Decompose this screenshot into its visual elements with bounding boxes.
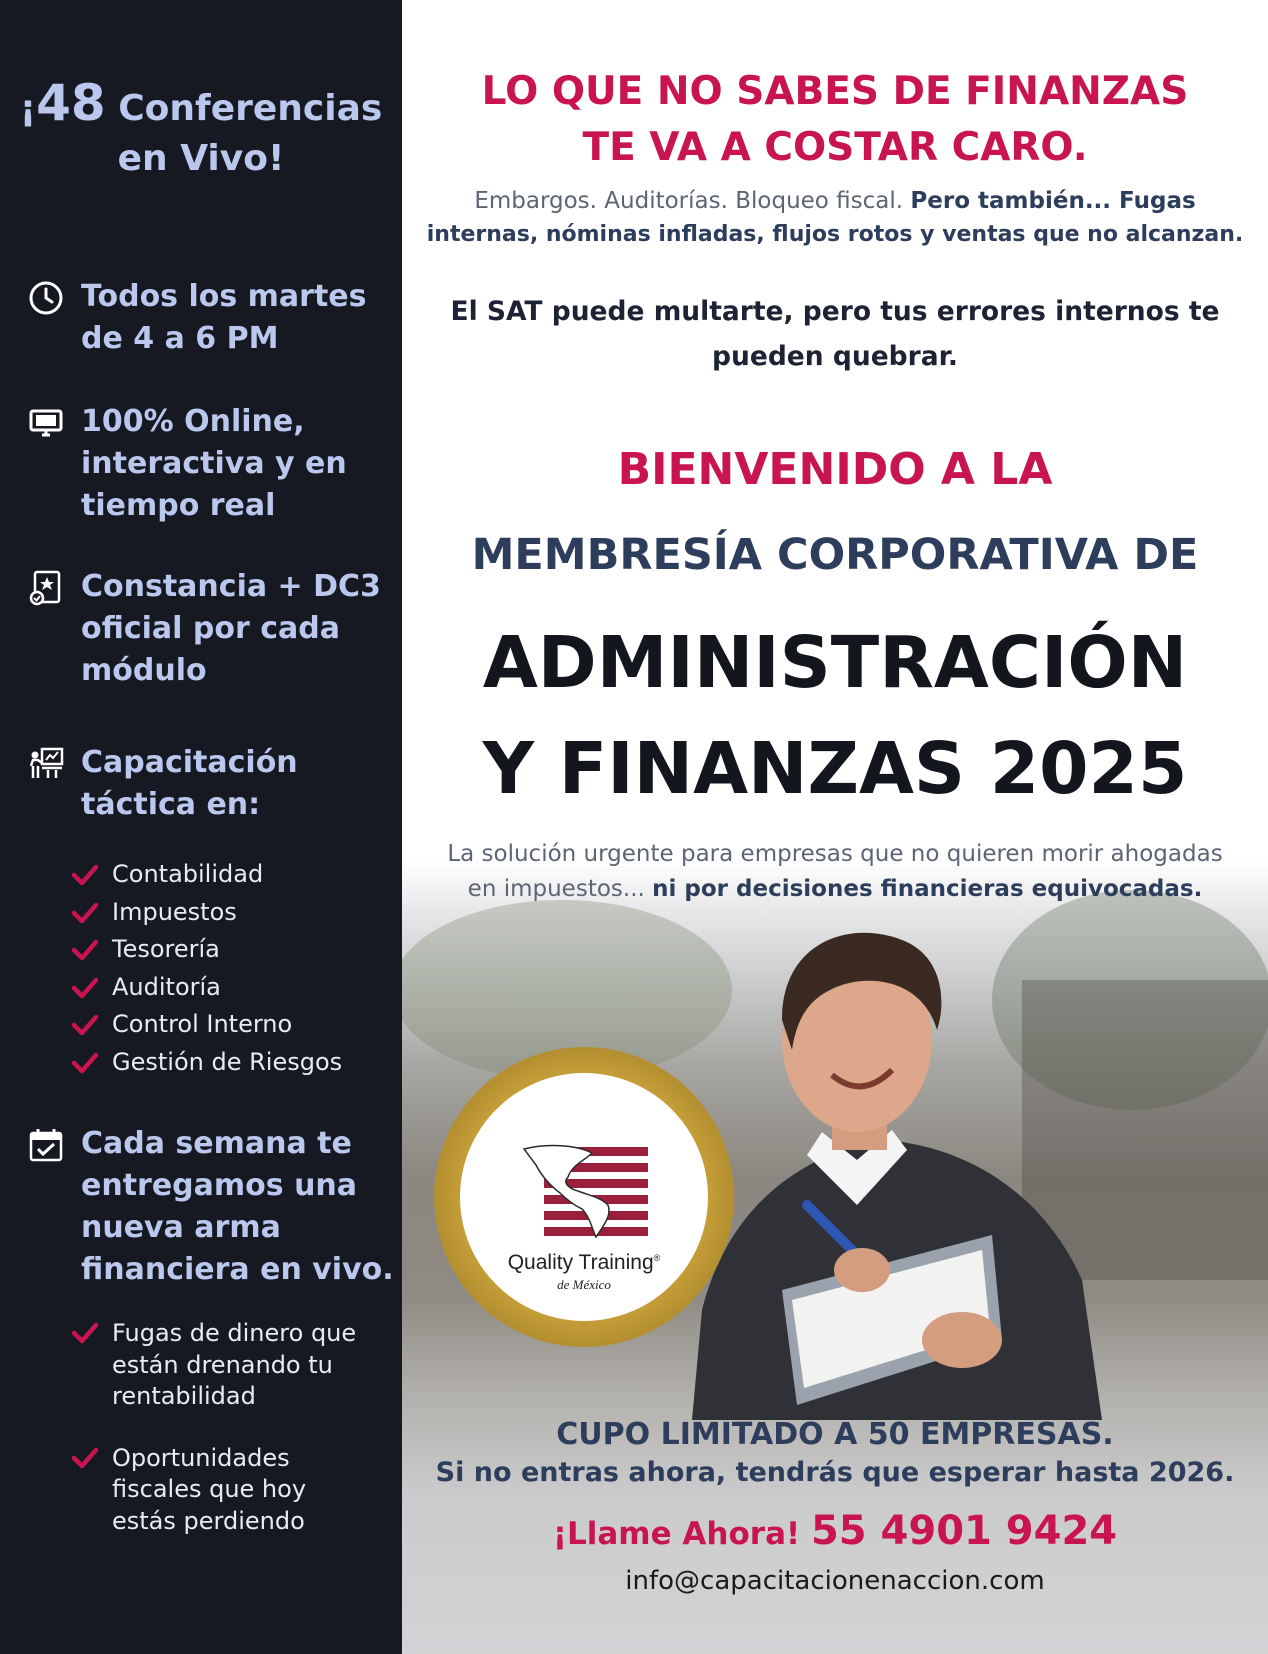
headline: LO QUE NO SABES DE FINANZAS TE VA A COSTAR CARO. bbox=[481, 69, 1189, 170]
membership-heading: MEMBRESÍA CORPORATIVA DE bbox=[471, 530, 1199, 580]
headline-subtitle: Embargos. Auditorías. Bloqueo fiscal. Pero también... Fugas internas, nóminas infladas, flujos rotos y ventas que no alcanzan. bbox=[426, 188, 1244, 247]
hero-line-2: en Vivo! bbox=[117, 138, 285, 179]
check-icon bbox=[72, 1052, 98, 1074]
benefits-list bbox=[72, 1318, 392, 1537]
check-icon bbox=[72, 1014, 98, 1036]
presentation-icon bbox=[28, 746, 64, 782]
phone-link[interactable]: 55 4901 9424 bbox=[810, 1508, 1118, 1554]
feature-schedule-text: Todos los martes de 4 a 6 PM bbox=[81, 279, 367, 356]
quality-training-logo bbox=[434, 1047, 734, 1347]
check-icon bbox=[72, 939, 98, 961]
email-link[interactable]: info@capacitacionenaccion.com bbox=[625, 1566, 1045, 1596]
list-item: Oportunidades fiscales que hoy estás perdiendo bbox=[72, 1443, 392, 1538]
logo-name: Quality Training® bbox=[507, 1251, 661, 1274]
check-icon bbox=[72, 864, 98, 886]
monitor-icon bbox=[28, 405, 64, 441]
list-item: Gestión de Riesgos bbox=[72, 1048, 392, 1086]
sat-warning: El SAT puede multarte, pero tus errores internos te pueden quebrar. bbox=[450, 296, 1220, 372]
hero-line-1: ¡48 Conferencias bbox=[19, 74, 383, 132]
certificate-icon bbox=[28, 570, 64, 606]
call-to-action: ¡Llame Ahora! 55 4901 9424 bbox=[552, 1508, 1118, 1554]
feature-certificate-text: Constancia + DC3 oficial por cada módulo bbox=[81, 569, 381, 688]
topics-list bbox=[72, 860, 392, 1085]
clock-icon bbox=[28, 280, 64, 316]
conferences-hero bbox=[0, 74, 402, 184]
check-icon bbox=[72, 902, 98, 924]
feature-weekly-text: Cada semana te entregamos una nueva arma financiera en vivo. bbox=[81, 1126, 394, 1287]
wait-warning: Si no entras ahora, tendrás que esperar hasta 2026. bbox=[435, 1457, 1235, 1488]
main-panel bbox=[402, 0, 1268, 1654]
feature-training-text: Capacitación táctica en: bbox=[81, 745, 298, 822]
logo-subtitle: de México bbox=[557, 1277, 611, 1292]
feature-online-text: 100% Online, interactiva y en tiempo real bbox=[81, 404, 347, 523]
list-item: Contabilidad bbox=[72, 860, 392, 898]
calendar-check-icon bbox=[28, 1127, 64, 1163]
hero-number: 48 bbox=[36, 74, 106, 132]
list-item: Impuestos bbox=[72, 898, 392, 936]
list-item: Control Interno bbox=[72, 1010, 392, 1048]
contact-email bbox=[402, 1563, 1268, 1602]
welcome-heading: BIENVENIDO A LA bbox=[617, 444, 1053, 495]
check-icon bbox=[72, 1322, 98, 1344]
page-title: ADMINISTRACIÓN Y FINANZAS 2025 bbox=[482, 621, 1188, 810]
check-icon bbox=[72, 977, 98, 999]
tagline: La solución urgente para empresas que no quieren morir ahogadas en impuestos... ni por decisiones financieras equivocadas. bbox=[447, 841, 1223, 902]
americas-map-icon bbox=[522, 1143, 650, 1241]
list-item: Tesorería bbox=[72, 935, 392, 973]
sidebar bbox=[0, 0, 402, 1654]
check-icon bbox=[72, 1447, 98, 1469]
list-item: Auditoría bbox=[72, 973, 392, 1011]
limited-spots: CUPO LIMITADO A 50 EMPRESAS. bbox=[556, 1417, 1114, 1452]
list-item: Fugas de dinero que están drenando tu rentabilidad bbox=[72, 1318, 392, 1413]
